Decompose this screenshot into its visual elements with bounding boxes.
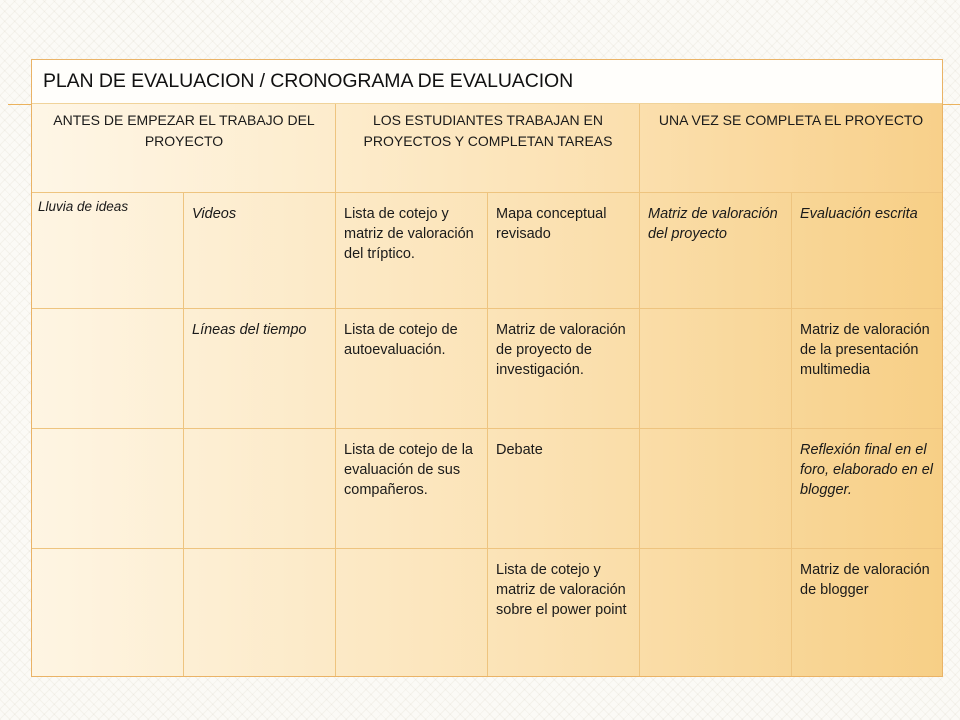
table-cell: Matriz de valoración de proyecto de investigación. <box>496 322 626 378</box>
table-cell: Matriz de valoración de la presentación multimedia <box>800 322 930 378</box>
row-divider <box>32 428 942 429</box>
table-cell: Lluvia de ideas <box>38 199 129 214</box>
table-cell: Reflexión final en el foro, elaborado en el blogger. <box>800 442 934 498</box>
table-cell: Videos <box>192 206 237 222</box>
header-divider <box>335 104 336 192</box>
table-cell <box>32 556 183 560</box>
header-divider <box>639 104 640 192</box>
slide-title: PLAN DE EVALUACION / CRONOGRAMA DE EVALUACION <box>43 70 574 92</box>
table-cell <box>184 436 335 440</box>
header-after-project: UNA VEZ SE COMPLETA EL PROYECTO <box>640 104 942 192</box>
table-cell: Lista de cotejo y matriz de valoración sobre el power point <box>496 562 627 618</box>
title-bar <box>32 60 942 104</box>
table-cell <box>32 316 183 320</box>
evaluation-table <box>32 104 942 676</box>
table-cell: Evaluación escrita <box>800 206 918 222</box>
table-cell <box>640 436 791 440</box>
row-divider <box>32 308 942 309</box>
table-cell <box>640 556 791 560</box>
table-cell <box>640 316 791 320</box>
table-cell: Lista de cotejo de autoevaluación. <box>344 322 458 358</box>
table-cell: Líneas del tiempo <box>192 322 307 338</box>
slide-frame <box>31 59 943 677</box>
table-cell <box>184 556 335 560</box>
table-cell: Lista de cotejo y matriz de valoración del tríptico. <box>344 206 474 262</box>
table-cell: Matriz de valoración del proyecto <box>648 206 778 242</box>
table-cell: Matriz de valoración de blogger <box>800 562 930 598</box>
table-cell: Lista de cotejo de la evaluación de sus compañeros. <box>344 442 473 498</box>
table-cell <box>336 556 487 560</box>
table-cell: Mapa conceptual revisado <box>496 206 607 242</box>
header-before-project: ANTES DE EMPEZAR EL TRABAJO DEL PROYECTO <box>32 104 336 192</box>
table-cell <box>32 436 183 440</box>
header-during-project: LOS ESTUDIANTES TRABAJAN EN PROYECTOS Y COMPLETAN TAREAS <box>336 104 640 192</box>
row-divider <box>32 548 942 549</box>
table-cell: Debate <box>496 442 543 458</box>
